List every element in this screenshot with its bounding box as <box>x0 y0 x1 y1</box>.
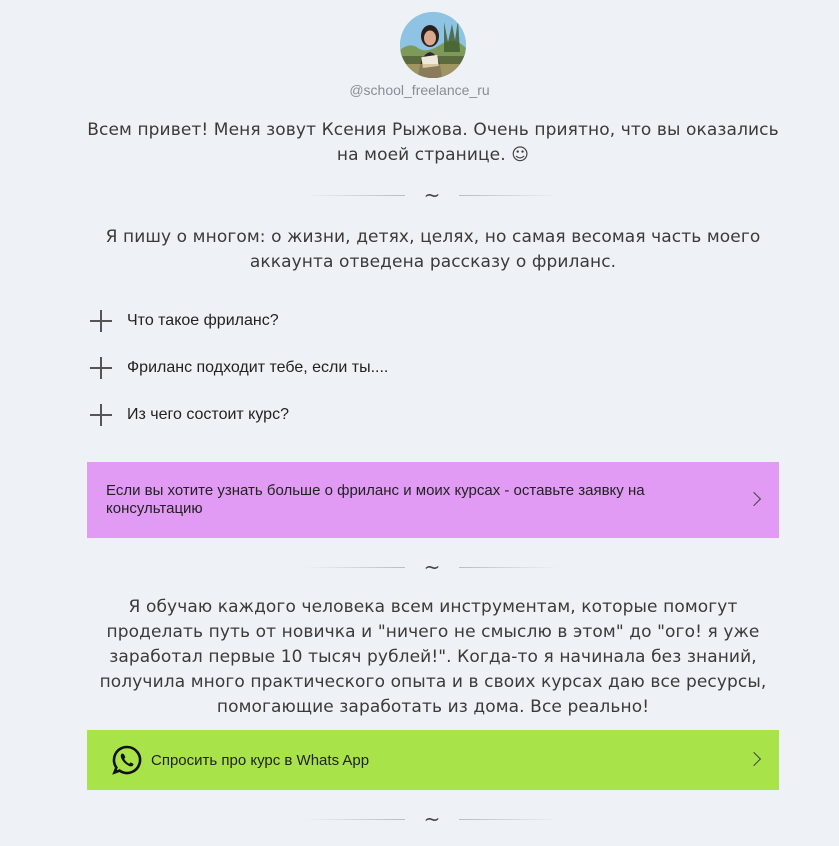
whatsapp-button-label: Спросить про курс в Whats App <box>151 751 370 769</box>
section-divider <box>305 183 559 207</box>
chevron-right-icon <box>747 752 761 766</box>
faq-item-label: Что такое фриланс? <box>127 312 279 329</box>
faq-item-what-is-freelance[interactable] <box>90 309 690 333</box>
whatsapp-button[interactable] <box>87 730 779 790</box>
faq-item-label: Из чего состоит курс? <box>127 406 289 423</box>
faq-item-course-contents[interactable] <box>90 403 690 427</box>
divider-line-right <box>459 567 559 568</box>
avatar-photo-icon <box>400 12 466 78</box>
divider-tilde: ~ <box>423 555 441 579</box>
whatsapp-icon <box>111 744 143 776</box>
teach-text: Я обучаю каждого человека всем инструментам, которые помогут проделать путь от новичка и "ничего не смыслю в этом" до "ого! я уже заработал первые 10 тысяч рублей!". Когда-то я начинала без знаний, получила много практического опыта и в своих курсах даю все ресурсы, помогающие заработать из дома. Все реально! <box>99 597 767 717</box>
username: @school_freelance_ru <box>349 82 490 98</box>
plus-icon <box>90 310 112 332</box>
avatar[interactable] <box>400 12 466 78</box>
intro-text: Всем привет! Меня зовут Ксения Рыжова. Очень приятно, что вы оказались на моей странице. ☺ <box>87 120 779 165</box>
section-divider <box>305 807 559 831</box>
divider-tilde: ~ <box>423 183 441 207</box>
divider-line-right <box>459 195 559 196</box>
faq-item-suits-you[interactable] <box>90 356 690 380</box>
about-text: Я пишу о многом: о жизни, детях, целях, но самая весомая часть моего аккаунта отведена рассказу о фриланс. <box>105 227 761 272</box>
plus-icon <box>90 357 112 379</box>
plus-icon <box>90 404 112 426</box>
consultation-button-label: Если вы хотите узнать больше о фриланс и моих курсах - оставьте заявку на консультацию <box>106 482 645 517</box>
divider-tilde: ~ <box>423 807 441 831</box>
faq-item-label: Фриланс подходит тебе, если ты.... <box>127 359 389 376</box>
divider-line-right <box>459 819 559 820</box>
consultation-button[interactable] <box>87 462 779 538</box>
section-divider <box>305 555 559 579</box>
chevron-right-icon <box>747 492 761 506</box>
